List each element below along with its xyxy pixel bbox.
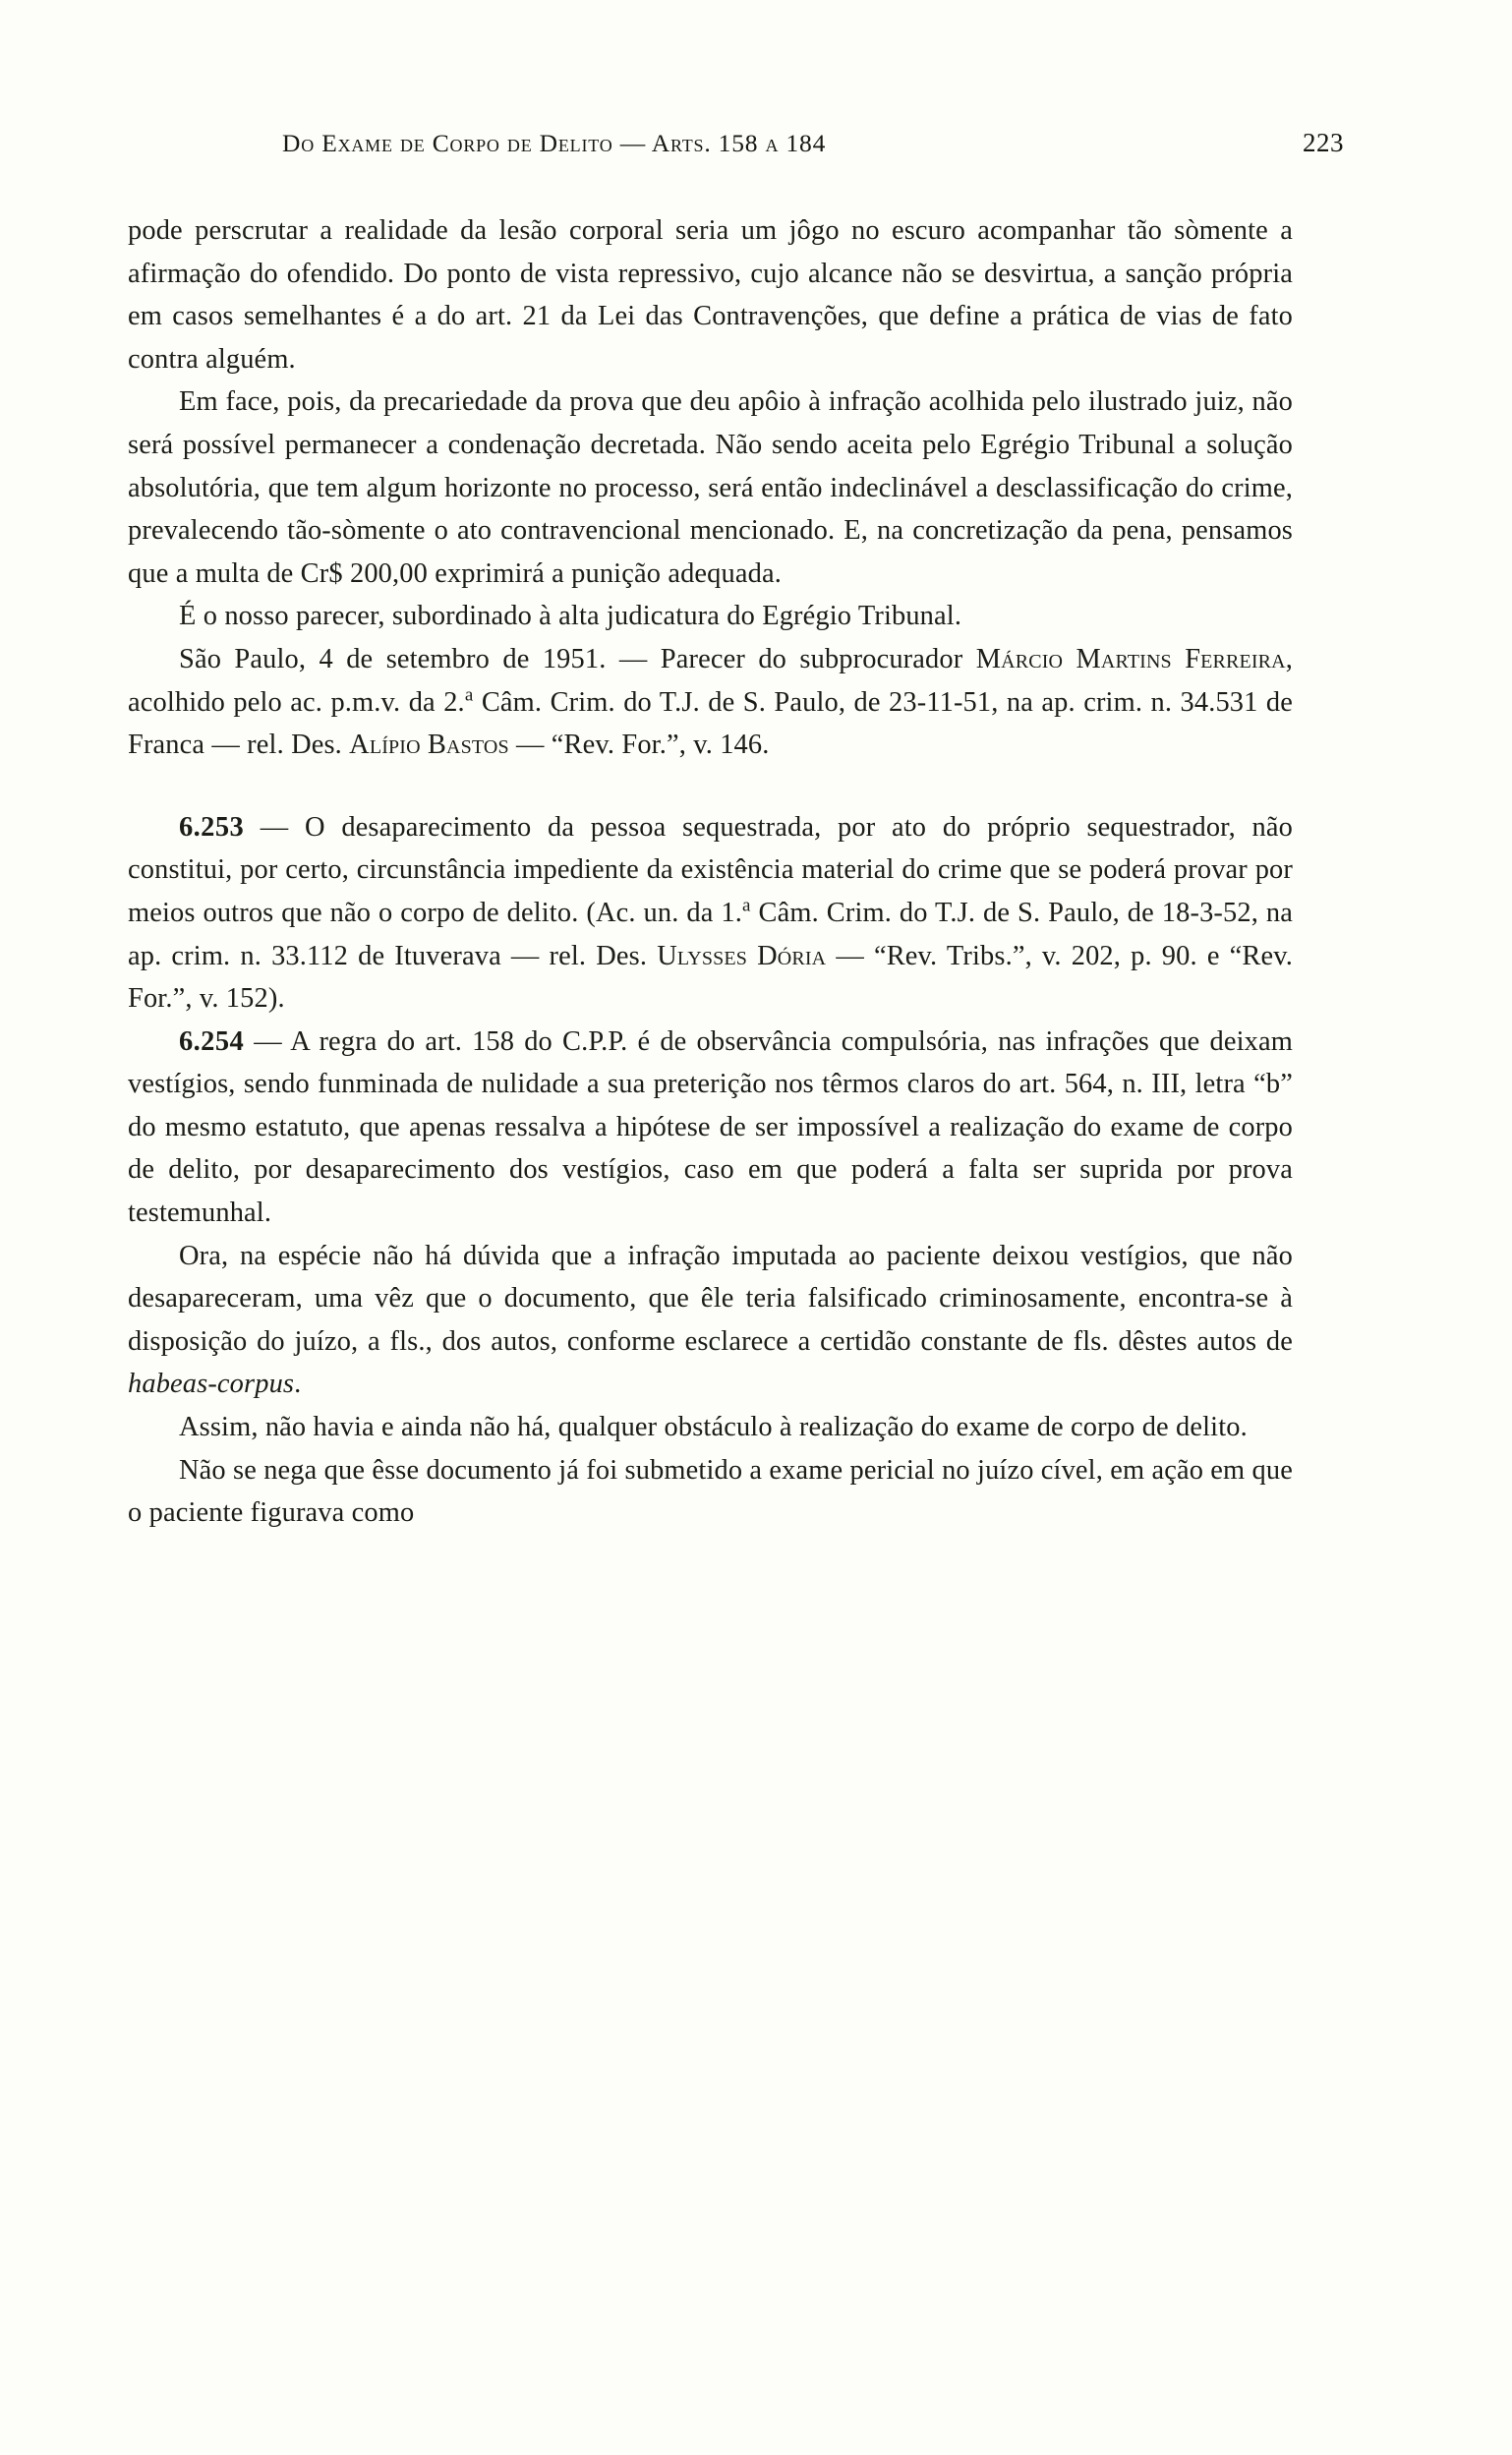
paragraph-7: Não se nega que êsse documento já foi submetido a exame pericial no juízo cível, em ação em que o paciente figurava como (128, 1454, 1293, 1529)
running-head (282, 128, 1344, 158)
paragraph-5-text-a: Ora, na espécie não há dúvida que a infração imputada ao paciente deixou vestígios, que não desapareceram, uma vêz que o documento, que êle teria falsificado criminosamente, encontra-se à disposição do juízo, a fls., dos autos, conforme esclarece a certidão constante de fls. dêstes autos de (128, 1240, 1293, 1357)
citation-reporter: Alípio Bastos (349, 730, 509, 761)
entry-6253-reporter: Ulysses Dória (657, 940, 827, 971)
entry-6254-text: — A regra do art. 158 do C.P.P. é de observância compulsória, nas infrações que deixam vestígios, sendo funminada de nulidade a sua preterição nos têrmos claros do art. 564, n. III, letra “b” do mesmo estatuto, que apenas ressalva a hipótese de ser impossível a realização do exame de corpo de delito, por desaparecimento dos vestígios, caso em que poderá a falta ser suprida por prova testemunhal. (128, 1025, 1293, 1229)
paragraph-5 (128, 1235, 1293, 1406)
paragraph-5-text-b: . (294, 1369, 302, 1400)
text-column (128, 209, 1293, 1535)
citation-tail: — “Rev. For.”, v. 146. (508, 730, 770, 761)
paragraph-1: pode perscrutar a realidade da lesão corporal seria um jôgo no escuro acompanhar tão sòmente a afirmação do ofendido. Do ponto de vista repressivo, cujo alcance não se desvirtua, a sanção própria em casos semelhantes é a do art. 21 da Lei das Contravenções, que define a prática de vias de fato contra alguém. (128, 215, 1293, 375)
page-content (120, 128, 1398, 1535)
running-head-text: Do Exame de Corpo de Delito — Arts. 158 a 184 (282, 129, 827, 157)
citation-mid-1: , acolhido pelo ac. p.m.v. da 2. (128, 643, 1293, 718)
page-number: 223 (1303, 128, 1344, 157)
entry-6253 (128, 806, 1293, 1021)
section-spacer (128, 767, 1293, 806)
paragraph-4-citation (128, 638, 1293, 767)
citation-ordinal-1: a (464, 684, 474, 706)
entry-6253-ordinal: a (742, 895, 751, 916)
entry-6254 (128, 1021, 1293, 1235)
entry-6254-number: 6.254 (179, 1025, 245, 1057)
entry-6253-text-a: — O desaparecimento da pessoa sequestrada, por ato do próprio sequestrador, não constitui, por certo, circunstância impediente da existência material do crime que se poderá provar por meios outros que não o corpo de delito. (Ac. un. da 1. (128, 811, 1293, 928)
paragraph-6: Assim, não havia e ainda não há, qualquer obstáculo à realização do exame de corpo de delito. (179, 1412, 1248, 1443)
citation-lead: São Paulo, 4 de setembro de 1951. — Parecer do subprocurador (179, 643, 976, 674)
paragraph-2: Em face, pois, da precariedade da prova que deu apôio à infração acolhida pelo ilustrado juiz, não será possível permanecer a condenação decretada. Não sendo aceita pelo Egrégio Tribunal a solução absolutória, que tem algum horizonte no processo, será então indeclinável a desclassificação do crime, prevalecendo tão-sòmente o ato contravencional mencionado. E, na concretização da pena, pensamos que a multa de Cr$ 200,00 exprimirá a punição adequada. (128, 386, 1293, 589)
paragraph-5-italic-term: habeas-corpus (128, 1369, 295, 1400)
running-head-title (282, 129, 826, 158)
entry-6253-text-c: — “Rev. Tribs.”, v. 202, p. 90. e “Rev. For.”, v. 152). (128, 940, 1294, 1015)
entry-6253-number: 6.253 (179, 811, 245, 843)
paragraph-3: É o nosso parecer, subordinado à alta judicatura do Egrégio Tribunal. (179, 601, 962, 632)
citation-mid-2: Câm. Crim. do T.J. de S. Paulo, de 23-11-51, na ap. crim. n. 34.531 de Franca — rel. Des. (128, 686, 1293, 761)
citation-author: Márcio Martins Ferreira (975, 643, 1286, 674)
entry-6253-text-b: Câm. Crim. do T.J. de S. Paulo, de 18-3-52, na ap. crim. n. 33.112 de Ituverava — rel. Des. (128, 897, 1293, 971)
